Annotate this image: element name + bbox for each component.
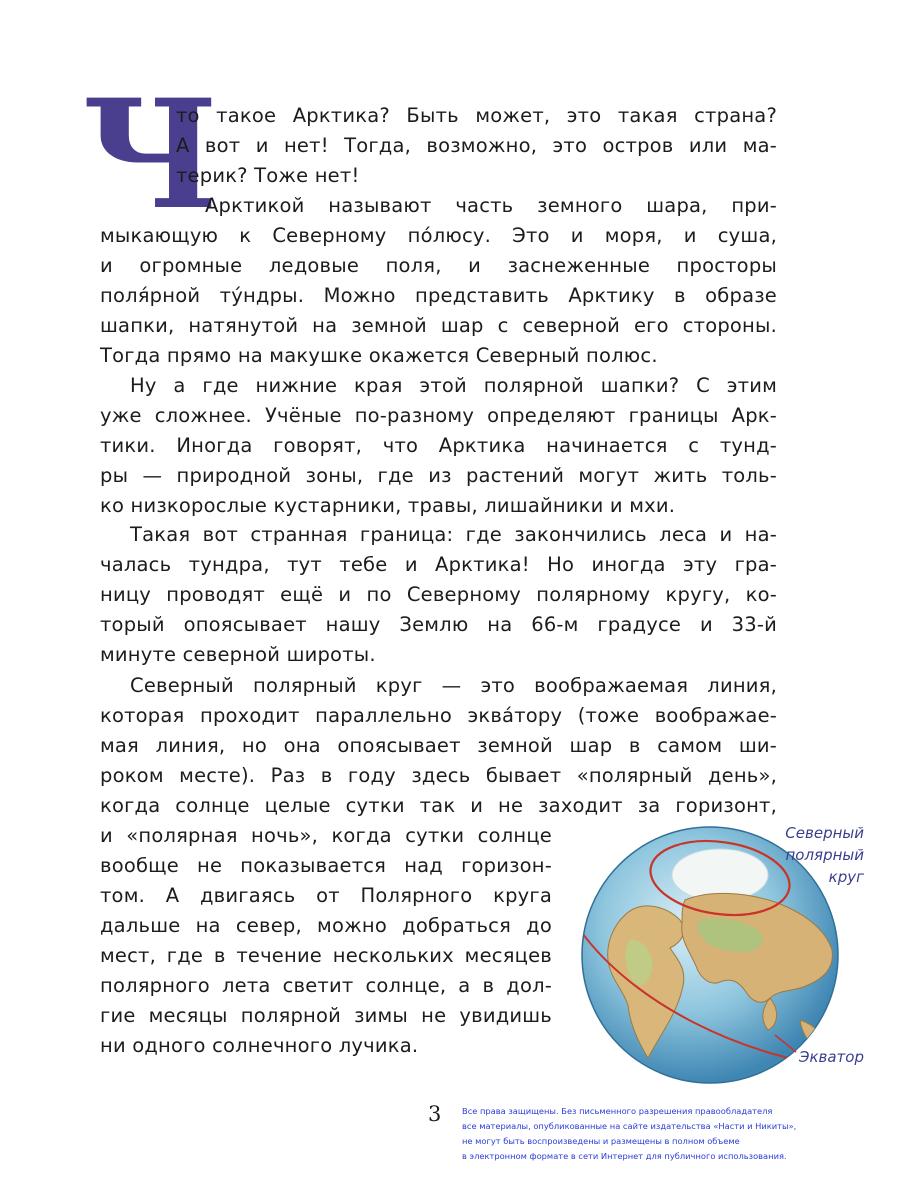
text-line: дальше на север, можно добраться до [100,914,552,937]
text-line: А вот и нет! Тогда, возможно, это остров или ма- [176,134,777,157]
text-line: роком месте). Раз в году здесь бывает «полярный день», [100,764,777,787]
text-line: мыкающую к Северному по́люсу. Это и моря, и суша, [100,224,777,247]
text-line: ни одного солнечного лучика. [100,1034,419,1057]
copyright-line: не могут быть воспроизведены и размещены в полном объеме [462,1136,740,1146]
text-line: гие месяцы полярной зимы не увидишь [100,1004,552,1027]
text-line: торый опоясывает нашу Землю на 66-м градусе и 33-й [100,613,777,636]
drop-cap-letter: Ч [82,67,219,243]
page-number: 3 [428,1102,442,1126]
text-line: терик? Тоже нет! [176,164,360,187]
text-line: Арктикой называют часть земного шара, при- [205,194,777,217]
text-line: полярного лета светит солнце, а в дол- [100,974,552,997]
copyright-line: в электронном формате в сети Интернет для публичного использования. [462,1151,787,1161]
text-line: Северный полярный круг — это воображаемая линия, [130,674,777,697]
text-line: Ну а где нижние края этой полярной шапки? С этим [130,374,777,397]
text-line: и «полярная ночь», когда сутки солнце [100,824,552,847]
text-line: тики. Иногда говорят, что Арктика начинается с тунд- [100,434,777,457]
text-line: когда солнце целые сутки так и не заходит за горизонт, [100,794,777,817]
text-line: чалась тундра, тут тебе и Арктика! Но иногда эту гра- [100,553,777,576]
text-line: ко низкорослые кустарники, травы, лишайники и мхи. [100,494,676,517]
text-line: Тогда прямо на макушке окажется Северный полюс. [100,344,658,367]
copyright-notice [462,1104,882,1164]
text-line: уже сложнее. Учёные по-разному определяют границы Арк- [100,404,777,427]
caption-line: Северный [785,824,864,842]
text-line: вообще не показывается над горизон- [100,854,552,877]
text-line: минуте северной широты. [100,643,376,666]
text-line: которая проходит параллельно эква́тору (тоже воображае- [100,704,777,727]
text-line: поля́рной ту́ндры. Можно представить Арктику в образе [100,284,777,307]
equator-caption: Экватор [798,1048,864,1066]
text-line: том. А двигаясь от Полярного круга [100,884,552,907]
text-line: Такая вот странная граница: где закончились леса и на- [130,523,777,546]
text-line: шапки, натянутой на земной шар с северной его стороны. [100,314,777,337]
copyright-line: Все права защищены. Без письменного разрешения правообладателя [462,1106,773,1116]
copyright-line: все материалы, опубликованные на сайте издательства «Насти и Никиты», [462,1121,797,1131]
text-line: то такое Арктика? Быть может, это такая страна? [176,104,777,127]
text-line: ницу проводят ещё и по Северному полярному кругу, ко- [100,583,777,606]
arctic-circle-caption [740,822,864,888]
text-line: ры — природной зоны, где из растений могут жить толь- [100,464,777,487]
text-line: мест, где в течение нескольких месяцев [100,944,552,967]
text-line: и огромные ледовые поля, и заснеженные просторы [100,254,777,277]
caption-line: полярный [785,846,864,864]
text-line: мая линия, но она опоясывает земной шар в самом ши- [100,734,777,757]
caption-line: круг [828,868,864,886]
